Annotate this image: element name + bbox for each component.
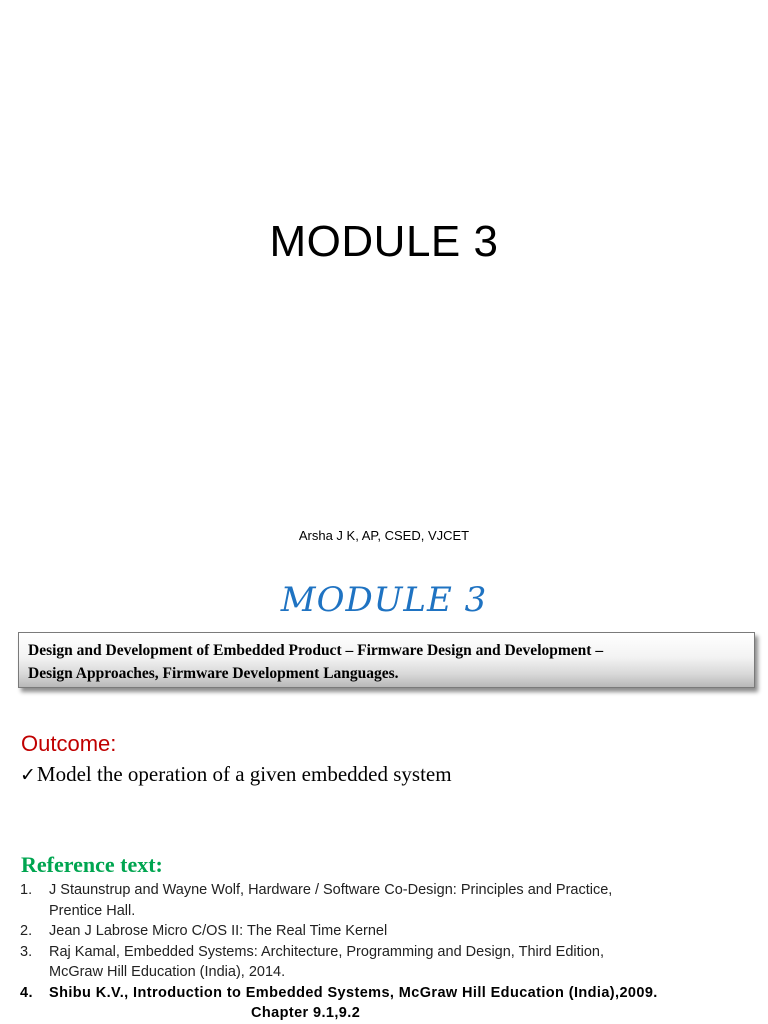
syllabus-box xyxy=(18,632,755,688)
reference-line: Shibu K.V., Introduction to Embedded Systems, McGraw Hill Education (India),2009. xyxy=(49,984,658,1001)
reference-line: J Staunstrup and Wayne Wolf, Hardware / Software Co-Design: Principles and Practice, xyxy=(49,882,613,898)
reference-number: 3. xyxy=(20,943,33,960)
reference-line: McGraw Hill Education (India), 2014. xyxy=(49,964,286,980)
reference-item-3 xyxy=(20,942,760,983)
outcome-text: Model the operation of a given embedded system xyxy=(36,762,452,786)
outcome-item xyxy=(20,760,452,789)
slide1-author-footer: Arsha J K, AP, CSED, VJCET xyxy=(298,528,470,543)
reference-heading: Reference text: xyxy=(21,852,163,877)
reference-item-2 xyxy=(20,921,760,942)
reference-chapter: Chapter 9.1,9.2 xyxy=(251,1005,361,1021)
reference-text xyxy=(49,983,760,1024)
reference-item-1 xyxy=(20,880,760,921)
reference-list xyxy=(20,880,760,1024)
syllabus-line-2: Design Approaches, Firmware Development Languages. xyxy=(28,665,399,682)
slide1-title: MODULE 3 xyxy=(269,217,499,266)
reference-number: 2. xyxy=(20,923,33,939)
syllabus-line-1: Design and Development of Embedded Product – Firmware Design and Development – xyxy=(28,642,604,659)
reference-line: Prentice Hall. xyxy=(49,902,136,919)
checkmark-icon: ✓ xyxy=(20,764,36,786)
reference-number: 4. xyxy=(20,984,33,1001)
reference-text xyxy=(49,921,760,942)
reference-text xyxy=(49,880,760,921)
reference-text xyxy=(49,942,760,983)
reference-number: 1. xyxy=(20,882,33,898)
slide2-title: MODULE 3 xyxy=(280,580,488,620)
reference-line: Raj Kamal, Embedded Systems: Architecture, Programming and Design, Third Edition, xyxy=(49,943,605,960)
reference-item-4 xyxy=(20,983,760,1024)
reference-line: Jean J Labrose Micro C/OS II: The Real Time Kernel xyxy=(49,923,388,939)
outcome-heading: Outcome: xyxy=(21,731,117,756)
